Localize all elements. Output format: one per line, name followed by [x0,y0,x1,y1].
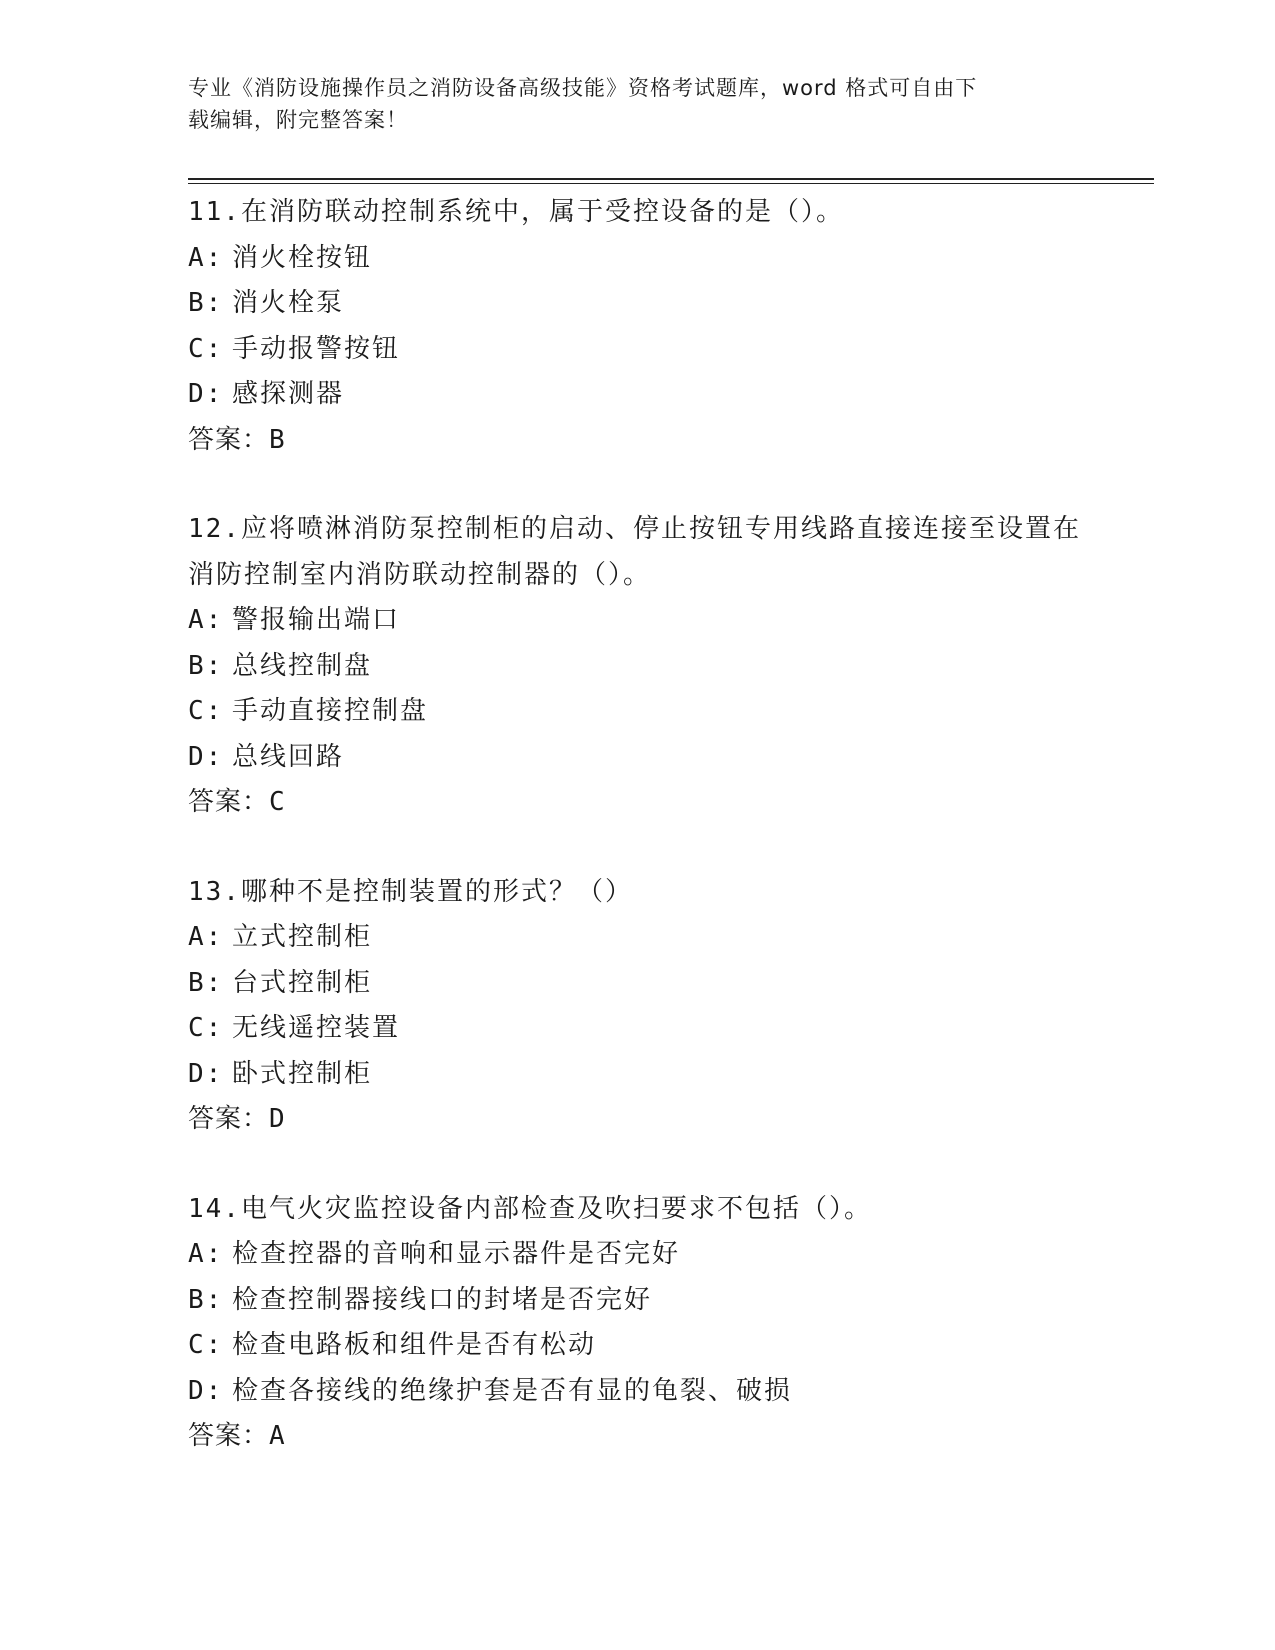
option-letter: D: [188,741,224,772]
option-c [188,689,1088,735]
option-text: 台式控制柜 [232,967,373,998]
option-letter: A: [188,605,224,635]
option-text: 消火栓按钮 [232,242,373,273]
option-letter: A: [188,242,224,273]
answer-line [188,780,1088,826]
option-letter: C: [188,696,224,726]
option-letter: D: [188,379,224,409]
question-stem: 12.应将喷淋消防泵控制柜的启动、停止按钮专用线路直接连接至设置在消防控制室内消防联动控制器的（）。 [188,514,1081,590]
question-stem: 14.电气火灾监控设备内部检查及吹扫要求不包括（）。 [188,1193,872,1224]
header-divider-thin [188,183,1154,184]
option-text: 检查控器的音响和显示器件是否完好 [232,1239,681,1269]
option-letter: A: [188,1239,224,1269]
header-divider-thick [188,178,1154,180]
option-letter: B: [188,967,224,998]
option-text: 手动报警按钮 [232,333,401,364]
header-line-2: 载编辑，附完整答案！ [188,108,408,132]
option-b [188,281,1088,327]
question-stem: 13.哪种不是控制装置的形式？（） [188,876,633,907]
question-12 [188,507,1088,826]
option-text: 警报输出端口 [232,605,401,635]
option-letter: D: [188,1058,224,1089]
question-13 [188,870,1088,1143]
answer-line [188,1097,1088,1143]
option-letter: B: [188,1284,224,1315]
question-11 [188,190,1088,463]
answer-label: 答案： [188,424,270,455]
option-text: 卧式控制柜 [232,1058,373,1089]
question-stem: 11.在消防联动控制系统中，属于受控设备的是（）。 [188,197,844,227]
option-d [188,735,1088,781]
option-text: 无线遥控装置 [232,1013,401,1043]
answer-label: 答案： [188,1421,270,1451]
option-text: 总线回路 [232,741,345,772]
answer-label: 答案： [188,787,270,817]
option-a [188,598,1088,644]
option-d [188,1052,1088,1098]
option-a [188,236,1088,282]
option-c [188,1006,1088,1052]
answer-value: A [269,1421,286,1451]
option-c [188,1323,1088,1369]
option-b [188,1278,1088,1324]
option-letter: D: [188,1375,224,1406]
option-text: 总线控制盘 [232,650,373,681]
option-letter: A: [188,922,224,952]
answer-value: B [269,424,286,455]
option-b [188,644,1088,690]
option-letter: C: [188,1013,224,1043]
option-text: 检查电路板和组件是否有松动 [232,1330,597,1360]
answer-line [188,418,1088,464]
option-text: 手动直接控制盘 [232,696,429,726]
question-list [188,190,1088,1504]
option-letter: C: [188,1330,224,1360]
option-letter: B: [188,288,224,318]
option-text: 消火栓泵 [232,288,345,318]
option-text: 检查各接线的绝缘护套是否有显的龟裂、破损 [232,1375,793,1406]
answer-line [188,1414,1088,1460]
option-c [188,327,1088,373]
header-line-1: 专业《消防设施操作员之消防设备高级技能》资格考试题库，word 格式可自由下 [188,76,978,100]
answer-label: 答案： [188,1104,270,1134]
option-letter: C: [188,333,224,364]
question-14 [188,1187,1088,1460]
document-header [188,72,1068,136]
option-text: 立式控制柜 [232,922,373,952]
option-letter: B: [188,650,224,681]
option-d [188,1369,1088,1415]
answer-value: C [269,787,286,817]
option-text: 检查控制器接线口的封堵是否完好 [232,1284,653,1315]
option-b [188,961,1088,1007]
option-d [188,372,1088,418]
option-a [188,1232,1088,1278]
option-a [188,915,1088,961]
option-text: 感探测器 [232,379,345,409]
answer-value: D [269,1104,286,1134]
